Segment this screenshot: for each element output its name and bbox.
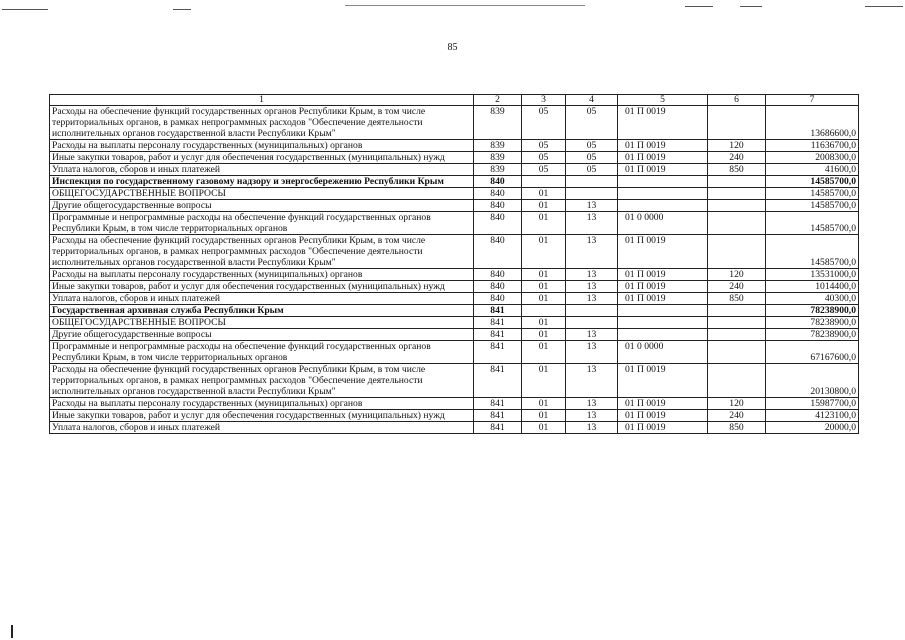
budget-table bbox=[49, 94, 859, 434]
row-ved-cell: 839 bbox=[474, 164, 522, 176]
row-target-article-cell: 01 П 0019 bbox=[618, 140, 708, 152]
scan-edge-mark bbox=[11, 625, 13, 638]
row-subsection-cell: 13 bbox=[566, 200, 618, 212]
row-subsection-cell: 13 bbox=[566, 422, 618, 434]
row-subsection-cell: 13 bbox=[566, 281, 618, 293]
row-section-cell: 01 bbox=[522, 212, 566, 235]
row-subsection-cell bbox=[566, 176, 618, 188]
row-amount-cell: 4123100,0 bbox=[766, 410, 859, 422]
row-target-article-cell bbox=[618, 305, 708, 317]
row-subsection-cell: 05 bbox=[566, 164, 618, 176]
row-amount-cell: 78238900,0 bbox=[766, 305, 859, 317]
row-expense-type-cell bbox=[708, 341, 766, 364]
row-target-article-cell: 01 П 0019 bbox=[618, 235, 708, 269]
row-section-cell: 01 bbox=[522, 317, 566, 329]
row-section-cell: 01 bbox=[522, 188, 566, 200]
header-cell: 1 bbox=[50, 95, 474, 106]
table-header-row bbox=[50, 95, 859, 106]
row-expense-type-cell bbox=[708, 317, 766, 329]
row-expense-type-cell: 120 bbox=[708, 398, 766, 410]
row-section-cell: 01 bbox=[522, 341, 566, 364]
row-ved-cell: 841 bbox=[474, 305, 522, 317]
row-section-cell: 01 bbox=[522, 422, 566, 434]
page-number: 85 bbox=[447, 42, 458, 53]
scan-artifact-line bbox=[345, 5, 585, 6]
row-name-cell: Уплата налогов, сборов и иных платежей bbox=[50, 422, 474, 434]
row-section-cell: 01 bbox=[522, 293, 566, 305]
row-target-article-cell: 01 П 0019 bbox=[618, 106, 708, 140]
row-expense-type-cell: 240 bbox=[708, 281, 766, 293]
row-name-cell: Уплата налогов, сборов и иных платежей bbox=[50, 164, 474, 176]
row-subsection-cell: 13 bbox=[566, 410, 618, 422]
row-expense-type-cell bbox=[708, 176, 766, 188]
row-amount-cell: 40300,0 bbox=[766, 293, 859, 305]
row-section-cell: 01 bbox=[522, 200, 566, 212]
row-subsection-cell: 13 bbox=[566, 341, 618, 364]
header-cell: 6 bbox=[708, 95, 766, 106]
row-section-cell: 01 bbox=[522, 235, 566, 269]
row-ved-cell: 841 bbox=[474, 329, 522, 341]
row-target-article-cell: 01 П 0019 bbox=[618, 269, 708, 281]
row-section-cell bbox=[522, 305, 566, 317]
row-subsection-cell: 13 bbox=[566, 212, 618, 235]
row-section-cell: 01 bbox=[522, 398, 566, 410]
row-name-cell: Другие общегосударственные вопросы bbox=[50, 329, 474, 341]
scan-artifact-line bbox=[685, 6, 713, 7]
table-row bbox=[50, 410, 859, 422]
table-row bbox=[50, 341, 859, 364]
row-amount-cell: 1014400,0 bbox=[766, 281, 859, 293]
table-row bbox=[50, 293, 859, 305]
row-name-cell: Другие общегосударственные вопросы bbox=[50, 200, 474, 212]
row-ved-cell: 840 bbox=[474, 212, 522, 235]
table-row bbox=[50, 188, 859, 200]
row-subsection-cell: 05 bbox=[566, 152, 618, 164]
row-section-cell: 01 bbox=[522, 281, 566, 293]
row-expense-type-cell: 850 bbox=[708, 164, 766, 176]
row-amount-cell: 14585700,0 bbox=[766, 200, 859, 212]
row-target-article-cell: 01 П 0019 bbox=[618, 293, 708, 305]
row-amount-cell: 14585700,0 bbox=[766, 235, 859, 269]
row-target-article-cell bbox=[618, 188, 708, 200]
table-row bbox=[50, 200, 859, 212]
row-amount-cell: 78238900,0 bbox=[766, 317, 859, 329]
row-target-article-cell bbox=[618, 329, 708, 341]
row-target-article-cell: 01 0 0000 bbox=[618, 341, 708, 364]
row-amount-cell: 78238900,0 bbox=[766, 329, 859, 341]
row-name-cell: Расходы на обеспечение функций государственных органов Республики Крым, в том числе территориальных органов, в рамках непрограммных расходов "Обеспечение деятельности исполнительных органов государственной власти Республики Крым" bbox=[50, 235, 474, 269]
row-name-cell: Иные закупки товаров, работ и услуг для обеспечения государственных (муниципальных) нужд bbox=[50, 152, 474, 164]
row-section-cell: 01 bbox=[522, 329, 566, 341]
row-section-cell: 01 bbox=[522, 410, 566, 422]
row-ved-cell: 840 bbox=[474, 235, 522, 269]
row-subsection-cell: 05 bbox=[566, 140, 618, 152]
row-name-cell: Государственная архивная служба Республики Крым bbox=[50, 305, 474, 317]
table-row bbox=[50, 212, 859, 235]
row-subsection-cell: 13 bbox=[566, 364, 618, 398]
row-subsection-cell bbox=[566, 317, 618, 329]
row-ved-cell: 840 bbox=[474, 293, 522, 305]
row-subsection-cell: 13 bbox=[566, 269, 618, 281]
row-name-cell: Программные и непрограммные расходы на обеспечение функций государственных органов Республики Крым, в том числе территориальных органов bbox=[50, 341, 474, 364]
row-section-cell: 05 bbox=[522, 152, 566, 164]
row-subsection-cell: 05 bbox=[566, 106, 618, 140]
row-ved-cell: 839 bbox=[474, 152, 522, 164]
row-amount-cell: 2008300,0 bbox=[766, 152, 859, 164]
row-target-article-cell bbox=[618, 200, 708, 212]
table-row bbox=[50, 364, 859, 398]
row-target-article-cell bbox=[618, 317, 708, 329]
row-amount-cell: 14585700,0 bbox=[766, 212, 859, 235]
row-ved-cell: 839 bbox=[474, 106, 522, 140]
row-expense-type-cell bbox=[708, 235, 766, 269]
row-ved-cell: 841 bbox=[474, 422, 522, 434]
header-cell: 4 bbox=[566, 95, 618, 106]
row-ved-cell: 840 bbox=[474, 281, 522, 293]
row-amount-cell: 13686600,0 bbox=[766, 106, 859, 140]
row-expense-type-cell bbox=[708, 200, 766, 212]
row-ved-cell: 841 bbox=[474, 364, 522, 398]
row-expense-type-cell bbox=[708, 305, 766, 317]
scan-artifact-line bbox=[740, 6, 762, 7]
row-name-cell: Расходы на выплаты персоналу государственных (муниципальных) органов bbox=[50, 140, 474, 152]
table-row bbox=[50, 140, 859, 152]
row-expense-type-cell: 240 bbox=[708, 410, 766, 422]
row-ved-cell: 839 bbox=[474, 140, 522, 152]
row-amount-cell: 14585700,0 bbox=[766, 188, 859, 200]
row-amount-cell: 67167600,0 bbox=[766, 341, 859, 364]
row-ved-cell: 841 bbox=[474, 410, 522, 422]
header-cell: 2 bbox=[474, 95, 522, 106]
row-expense-type-cell bbox=[708, 106, 766, 140]
row-ved-cell: 841 bbox=[474, 317, 522, 329]
row-expense-type-cell bbox=[708, 329, 766, 341]
table-row bbox=[50, 176, 859, 188]
row-expense-type-cell: 850 bbox=[708, 422, 766, 434]
row-name-cell: Иные закупки товаров, работ и услуг для обеспечения государственных (муниципальных) нужд bbox=[50, 281, 474, 293]
row-ved-cell: 841 bbox=[474, 341, 522, 364]
row-target-article-cell: 01 П 0019 bbox=[618, 164, 708, 176]
row-name-cell: Расходы на выплаты персоналу государственных (муниципальных) органов bbox=[50, 269, 474, 281]
row-subsection-cell: 13 bbox=[566, 235, 618, 269]
row-section-cell: 05 bbox=[522, 106, 566, 140]
table-row bbox=[50, 152, 859, 164]
row-section-cell: 01 bbox=[522, 269, 566, 281]
row-amount-cell: 20000,0 bbox=[766, 422, 859, 434]
row-ved-cell: 840 bbox=[474, 176, 522, 188]
row-amount-cell: 11636700,0 bbox=[766, 140, 859, 152]
row-target-article-cell bbox=[618, 176, 708, 188]
row-ved-cell: 840 bbox=[474, 269, 522, 281]
scan-artifact-line bbox=[173, 9, 191, 10]
table-row bbox=[50, 281, 859, 293]
row-amount-cell: 13531000,0 bbox=[766, 269, 859, 281]
table-row bbox=[50, 235, 859, 269]
row-name-cell: Иные закупки товаров, работ и услуг для обеспечения государственных (муниципальных) нужд bbox=[50, 410, 474, 422]
row-expense-type-cell bbox=[708, 364, 766, 398]
row-expense-type-cell: 850 bbox=[708, 293, 766, 305]
row-section-cell: 05 bbox=[522, 140, 566, 152]
row-name-cell: ОБЩЕГОСУДАРСТВЕННЫЕ ВОПРОСЫ bbox=[50, 188, 474, 200]
row-expense-type-cell: 240 bbox=[708, 152, 766, 164]
table-row bbox=[50, 422, 859, 434]
row-section-cell bbox=[522, 176, 566, 188]
row-target-article-cell: 01 П 0019 bbox=[618, 152, 708, 164]
row-subsection-cell: 13 bbox=[566, 293, 618, 305]
scan-artifact-line bbox=[2, 9, 48, 10]
row-ved-cell: 840 bbox=[474, 188, 522, 200]
row-expense-type-cell bbox=[708, 212, 766, 235]
header-cell: 3 bbox=[522, 95, 566, 106]
row-target-article-cell: 01 П 0019 bbox=[618, 364, 708, 398]
scan-artifact-line bbox=[865, 6, 903, 7]
row-target-article-cell: 01 П 0019 bbox=[618, 281, 708, 293]
row-subsection-cell bbox=[566, 305, 618, 317]
row-amount-cell: 20130800,0 bbox=[766, 364, 859, 398]
row-name-cell: Инспекция по государственному газовому надзору и энергосбережению Республики Крым bbox=[50, 176, 474, 188]
row-name-cell: Расходы на обеспечение функций государственных органов Республики Крым, в том числе территориальных органов, в рамках непрограммных расходов "Обеспечение деятельности исполнительных органов государственной власти Республики Крым" bbox=[50, 106, 474, 140]
header-cell: 7 bbox=[766, 95, 859, 106]
row-amount-cell: 15987700,0 bbox=[766, 398, 859, 410]
table-row bbox=[50, 106, 859, 140]
row-section-cell: 05 bbox=[522, 164, 566, 176]
row-subsection-cell: 13 bbox=[566, 329, 618, 341]
row-amount-cell: 14585700,0 bbox=[766, 176, 859, 188]
row-subsection-cell bbox=[566, 188, 618, 200]
row-name-cell: ОБЩЕГОСУДАРСТВЕННЫЕ ВОПРОСЫ bbox=[50, 317, 474, 329]
row-target-article-cell: 01 П 0019 bbox=[618, 398, 708, 410]
row-name-cell: Уплата налогов, сборов и иных платежей bbox=[50, 293, 474, 305]
row-name-cell: Программные и непрограммные расходы на обеспечение функций государственных органов Республики Крым, в том числе территориальных органов bbox=[50, 212, 474, 235]
row-amount-cell: 41600,0 bbox=[766, 164, 859, 176]
row-ved-cell: 841 bbox=[474, 398, 522, 410]
row-expense-type-cell: 120 bbox=[708, 269, 766, 281]
row-target-article-cell: 01 0 0000 bbox=[618, 212, 708, 235]
row-expense-type-cell: 120 bbox=[708, 140, 766, 152]
row-expense-type-cell bbox=[708, 188, 766, 200]
row-ved-cell: 840 bbox=[474, 200, 522, 212]
table-row bbox=[50, 164, 859, 176]
table-row bbox=[50, 269, 859, 281]
row-target-article-cell: 01 П 0019 bbox=[618, 422, 708, 434]
row-target-article-cell: 01 П 0019 bbox=[618, 410, 708, 422]
row-name-cell: Расходы на обеспечение функций государственных органов Республики Крым, в том числе территориальных органов, в рамках непрограммных расходов "Обеспечение деятельности исполнительных органов государственной власти Республики Крым" bbox=[50, 364, 474, 398]
row-subsection-cell: 13 bbox=[566, 398, 618, 410]
table-row bbox=[50, 305, 859, 317]
header-cell: 5 bbox=[618, 95, 708, 106]
table-row bbox=[50, 398, 859, 410]
table-row bbox=[50, 317, 859, 329]
row-section-cell: 01 bbox=[522, 364, 566, 398]
row-name-cell: Расходы на выплаты персоналу государственных (муниципальных) органов bbox=[50, 398, 474, 410]
table-body bbox=[50, 95, 859, 434]
table-row bbox=[50, 329, 859, 341]
